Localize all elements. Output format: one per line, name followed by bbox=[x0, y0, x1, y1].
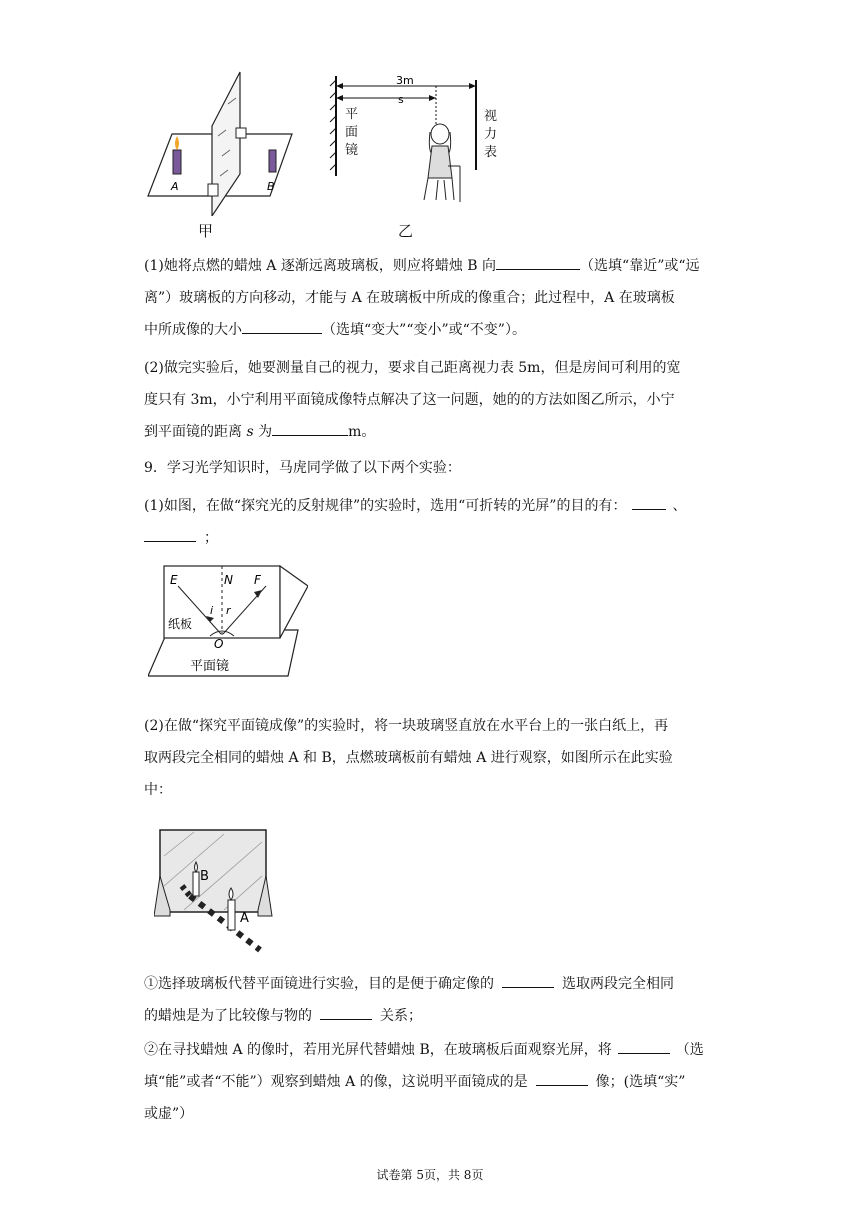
svg-text:A: A bbox=[240, 911, 249, 926]
figure-jia bbox=[142, 66, 312, 216]
blank-1[interactable] bbox=[496, 255, 580, 270]
svg-text:s: s bbox=[398, 93, 404, 106]
q8-p2-line1: (2)做完实验后，她要测量自己的视力，要求自己距离视力表 5m，但是房间可利用的宽 bbox=[144, 360, 681, 376]
q9-c2-line1: ②在寻找蜡烛 A 的像时，若用光屏代替蜡烛 B，在玻璃板后面观察光屏，将 （选 bbox=[144, 1034, 724, 1066]
svg-text:N: N bbox=[224, 573, 233, 587]
q9-p1-line2: ； bbox=[144, 522, 724, 554]
caption-jia: 甲 bbox=[198, 222, 214, 240]
q8-p2-line3: 到平面镜的距离 s 为 m。 bbox=[144, 416, 724, 448]
q8-p2-line2: 度只有 3m，小宁利用平面镜成像特点解决了这一问题，她的的方法如图乙所示，小宁 bbox=[144, 392, 675, 408]
candle-a bbox=[173, 150, 181, 174]
blank-5[interactable] bbox=[144, 527, 196, 542]
blank-4[interactable] bbox=[632, 495, 666, 510]
svg-text:B: B bbox=[200, 869, 209, 884]
svg-text:3m: 3m bbox=[396, 74, 414, 87]
q8-p1-line3: 中所成像的大小 （选填“变大”“变小”或“不变”）。 bbox=[144, 314, 724, 346]
q9-p2-line1: (2)在做“探究平面镜成像”的实验时，将一块玻璃竖直放在水平台上的一张白纸上，再 bbox=[144, 718, 669, 734]
svg-text:i: i bbox=[210, 604, 214, 617]
label-b: B bbox=[267, 180, 275, 193]
q8-p1-line2: 离”）玻璃板的方向移动，才能与 A 在玻璃板中所成的像重合；此过程中，A 在玻璃板 bbox=[144, 290, 675, 306]
svg-text:平面镜: 平面镜 bbox=[190, 659, 230, 674]
blank-6[interactable] bbox=[502, 973, 554, 988]
svg-text:r: r bbox=[226, 604, 231, 617]
svg-text:E: E bbox=[170, 573, 178, 587]
q9-title: 9．学习光学知识时，马虎同学做了以下两个实验： bbox=[144, 460, 461, 476]
q9-p1-line1: (1)如图，在做“探究光的反射规律”的实验时，选用“可折转的光屏”的目的有： 、 bbox=[144, 490, 724, 522]
figure-reflection bbox=[148, 560, 308, 684]
label-a: A bbox=[171, 180, 179, 193]
page-footer: 试卷第 5页，共 8页 bbox=[376, 1168, 484, 1182]
blank-3[interactable] bbox=[272, 421, 348, 436]
svg-text:F: F bbox=[254, 573, 261, 587]
svg-text:纸板: 纸板 bbox=[168, 617, 193, 631]
q9-c1-line1: ①选择玻璃板代替平面镜进行实验，目的是便于确定像的 选取两段完全相同 bbox=[144, 968, 724, 1000]
svg-text:O: O bbox=[214, 637, 224, 651]
yi-chart-label: 视力表 bbox=[484, 109, 498, 160]
q9-c2-line3: 或虚”） bbox=[144, 1106, 194, 1122]
candle-b bbox=[269, 150, 276, 172]
q8-p1-line1: (1)她将点燃的蜡烛 A 逐渐远离玻璃板，则应将蜡烛 B 向 （选填“靠近”或“远 bbox=[144, 250, 724, 282]
blank-2[interactable] bbox=[242, 319, 322, 334]
blank-7[interactable] bbox=[320, 1005, 372, 1020]
figure-glass bbox=[154, 826, 274, 956]
blank-8[interactable] bbox=[618, 1039, 670, 1054]
yi-mirror-label: 平面镜 bbox=[345, 107, 359, 158]
caption-yi: 乙 bbox=[398, 222, 414, 240]
q9-c2-line2: 填“能”或者“不能”）观察到蜡烛 A 的像，这说明平面镜成的是 像；(选填“实” bbox=[144, 1066, 724, 1098]
q9-p2-line3: 中： bbox=[144, 782, 172, 798]
q9-p2-line2: 取两段完全相同的蜡烛 A 和 B，点燃玻璃板前有蜡烛 A 进行观察，如图所示在此实验 bbox=[144, 750, 673, 766]
blank-9[interactable] bbox=[536, 1071, 588, 1086]
q9-c1-line2: 的蜡烛是为了比较像与物的 关系； bbox=[144, 1000, 724, 1032]
